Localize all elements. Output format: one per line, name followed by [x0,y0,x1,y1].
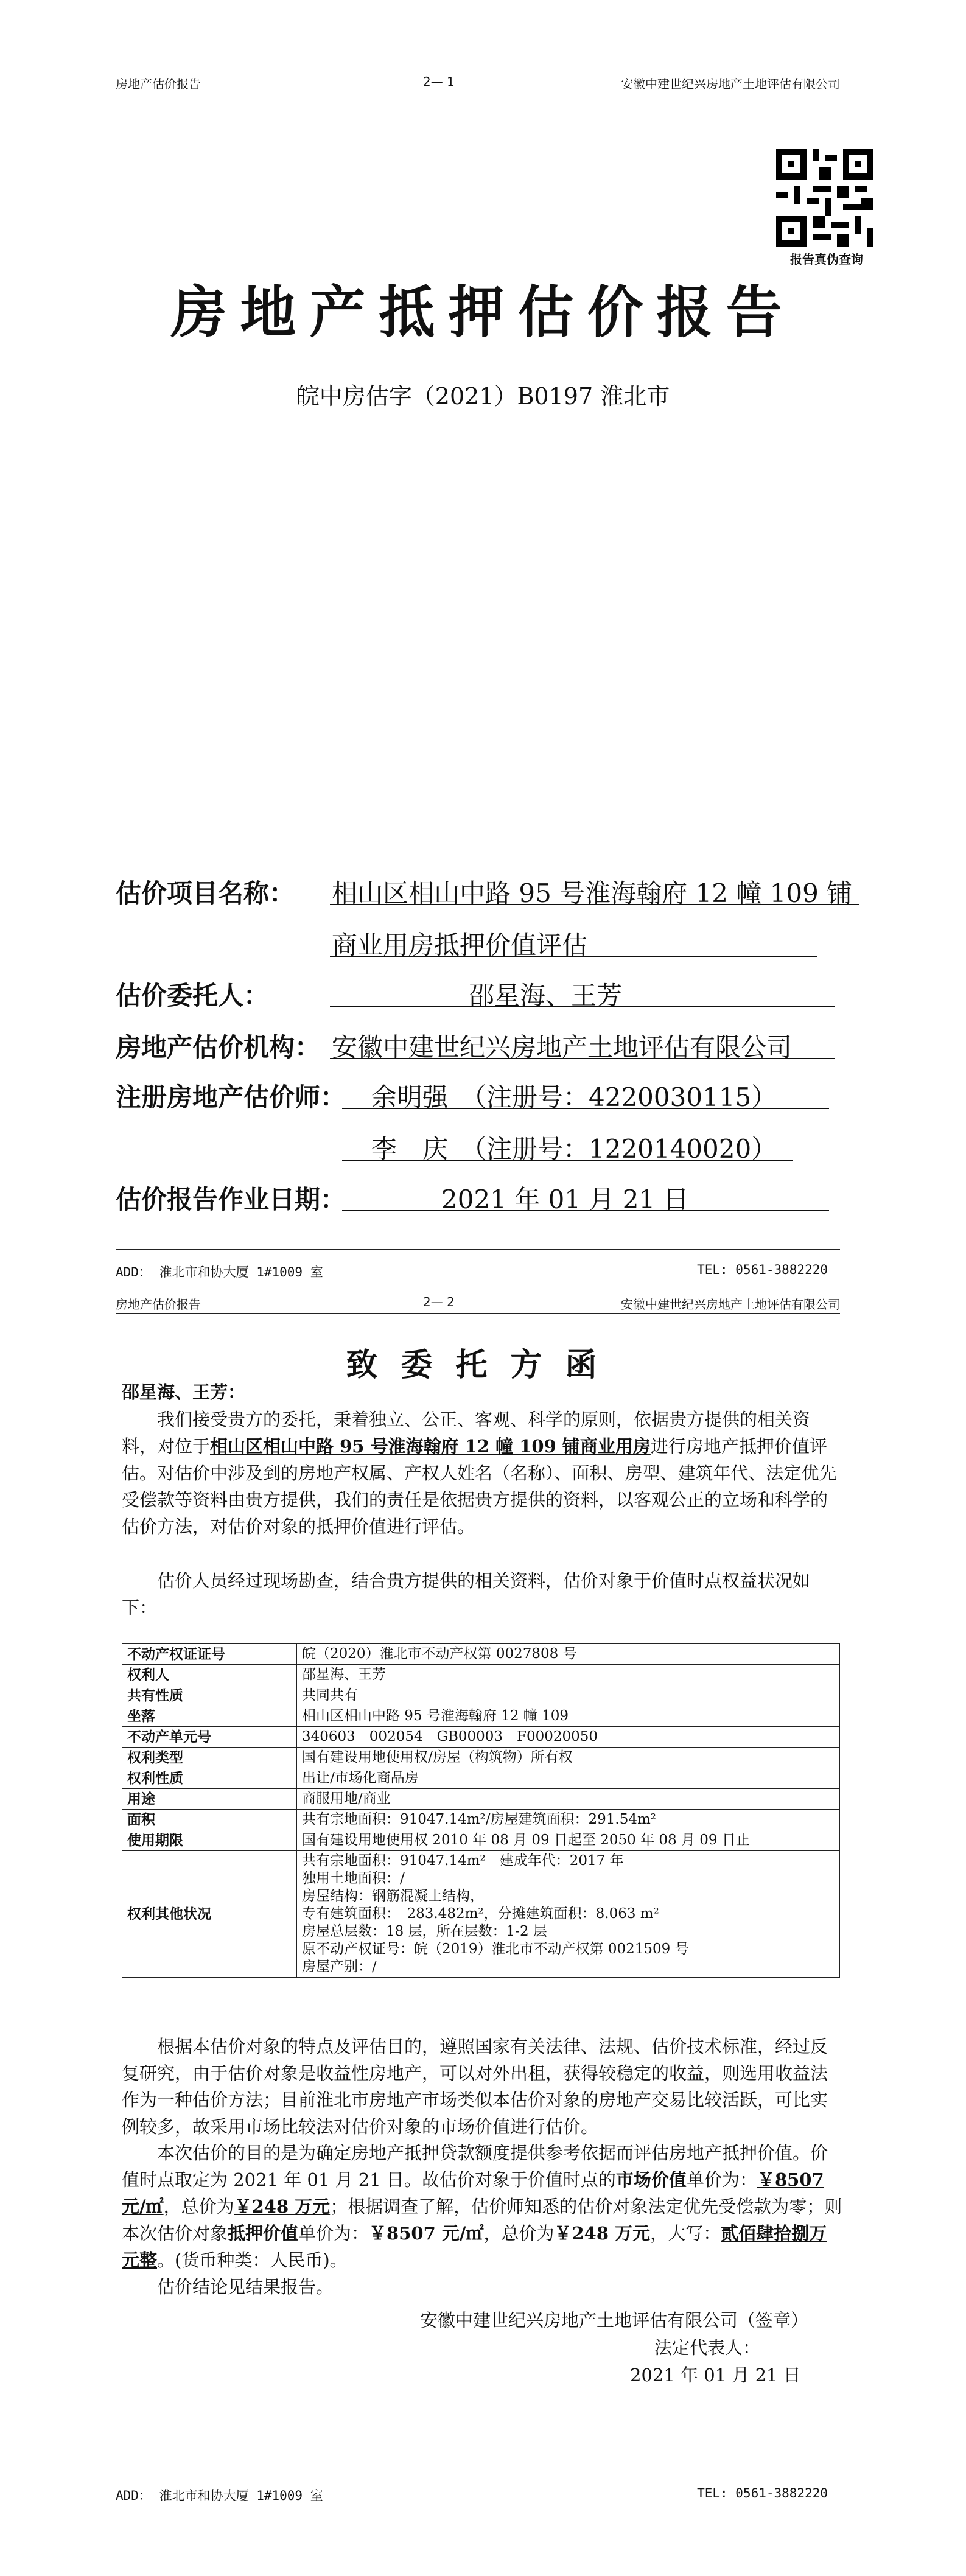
mortgage-total-price: ￥248 万元 [554,2223,651,2244]
header-left: 房地产估价报告 [116,77,201,91]
underline [342,1160,793,1161]
paragraph-method: 根据本估价对象的特点及评估目的，遵照国家有关法律、法规、估价技术标准，经过反复研究，由于估价对象是收益性房地产，可以对外出租，获得较稳定的收益，则选用收益法作为一种估价方法；目前淮北市房地产市场类似本估价对象的房地产交易比较活跃，可比实例较多，故采用市场比较法对估价对象的市场价值进行估价。 [122,2036,828,2137]
info-value: 李 庆 （注册号：1220140020） [371,1134,777,1164]
table-row [122,1830,840,1851]
signature-company: 安徽中建世纪兴房地产土地评估有限公司（签章） [420,2310,809,2331]
info-label: 估价委托人： [116,981,270,1010]
underline [342,1210,829,1211]
qr-code-icon[interactable] [776,149,873,247]
info-label: 估价项目名称： [116,878,295,908]
footer-address: ADD： 淮北市和协大厦 1#1009 室 [116,2488,323,2503]
table-value-cell [297,1748,840,1768]
footer-rule [116,1249,840,1250]
info-value: 余明强 （注册号：4220030115） [371,1082,777,1112]
info-value: 邵星海、王芳 [469,981,623,1010]
paragraph-survey: 估价人员经过现场勘查，结合贵方提供的相关资料，估价对象于价值时点权益状况如下： [122,1570,811,1618]
info-label: 估价报告作业日期： [116,1185,346,1214]
table-value-cell [297,1706,840,1727]
info-value: 安徽中建世纪兴房地产土地评估有限公司 [332,1032,793,1062]
info-value: 商业用房抵押价值评估 [332,930,588,960]
rights-table [122,1643,840,1978]
table-key-cell: 不动产单元号 [122,1727,297,1748]
header-left: 房地产估价报告 [116,1297,201,1312]
table-value-line: 共有宗地面积：91047.14m²/房屋建筑面积：291.54m² [302,1811,657,1827]
market-value-label: 市场价值 [615,2169,687,2190]
table-value-cell [297,1789,840,1810]
table-value-cell [297,1830,840,1851]
text: 。(货币种类：人民币)。 [157,2250,348,2270]
paragraph-conclusion [122,2140,843,2273]
underline [330,1058,835,1059]
table-value-cell [297,1685,840,1706]
table-value-line: 房屋结构：钢筋混凝土结构， [302,1888,484,1904]
header-company: 安徽中建世纪兴房地产土地评估有限公司 [621,1297,840,1312]
property-address: 相山区相山中路 95 号淮海翰府 12 幢 109 铺商业用房 [210,1436,651,1457]
table-value-line: 房屋总层数：18 层，所在层数：1-2 层 [302,1923,547,1939]
table-value-line: 共同共有 [302,1687,358,1703]
paragraph-see-report: 估价结论见结果报告。 [157,2277,334,2297]
table-key-cell: 使用期限 [122,1830,297,1851]
market-total-price: ￥248 万元 [234,2196,331,2217]
footer-tel: TEL: 0561-3882220 [697,1262,828,1277]
table-row [122,1644,840,1665]
table-value-line: 邵星海、王芳 [302,1667,386,1682]
text: 我们接受贵方的委托，秉着独立、公正、客观、科学的原则，依据贵方提供的相关资料，对位于 [122,1409,811,1457]
report-title: 房地产抵押估价报告 [170,279,796,345]
text: 本次估价的目的是为确定房地产抵押贷款额度提供参考依据而评估房地产抵押价值。价值时点取定为 2021 年 01 月 21 日。故估价对象于价值时点的 [122,2143,828,2190]
info-value: 相山区相山中路 95 号淮海翰府 12 幢 109 铺 [332,878,853,908]
table-value-line: 出让/市场化商品房 [302,1770,419,1786]
qr-caption: 报告真伪查询 [790,252,863,267]
table-value-cell [297,1851,840,1978]
table-value-line: 皖（2020）淮北市不动产权第 0027808 号 [302,1646,577,1662]
table-value-line: 国有建设用地使用权 2010 年 08 月 09 日起至 2050 年 08 月 09 日止 [302,1832,750,1848]
underline [330,904,859,905]
table-value-line: 340603 002054 GB00003 F00020050 [302,1729,598,1745]
table-row [122,1706,840,1727]
mortgage-unit-price: ￥8507 元/㎡ [369,2223,484,2244]
table-value-line: 相山区相山中路 95 号淮海翰府 12 幢 109 [302,1708,569,1724]
table-row [122,1665,840,1685]
salutation: 邵星海、王芳： [122,1382,246,1402]
table-value-line: 原不动产权证号：皖（2019）淮北市不动产权第 0021509 号 [302,1941,689,1957]
table-row [122,1789,840,1810]
table-key-cell: 权利其他状况 [122,1851,297,1978]
table-value-cell [297,1727,840,1748]
table-value-cell [297,1665,840,1685]
text: ，总价为 [163,2196,234,2217]
table-key-cell: 权利性质 [122,1768,297,1789]
table-row [122,1851,840,1978]
table-key-cell: 用途 [122,1789,297,1810]
text: 单价为： [298,2223,369,2244]
table-key-cell: 面积 [122,1810,297,1830]
mortgage-value-label: 抵押价值 [228,2223,299,2244]
table-value-cell [297,1768,840,1789]
underline [330,956,817,957]
table-value-line: 共有宗地面积：91047.14m² 建成年代：2017 年 [302,1853,624,1869]
table-key-cell: 坐落 [122,1706,297,1727]
header-page-number: 2— 2 [423,1295,455,1309]
market-unit-price: ￥8507 元/㎡ [122,2169,824,2217]
table-row [122,1685,840,1706]
page-header [116,73,840,93]
info-value: 2021 年 01 月 21 日 [441,1185,689,1214]
page-header [116,1293,840,1314]
document-number: 皖中房估字（2021）B0197 淮北市 [296,383,670,410]
underline [342,1108,829,1109]
footer-address: ADD： 淮北市和协大厦 1#1009 室 [116,1265,323,1279]
text: 单价为： [686,2169,757,2190]
footer-tel: TEL: 0561-3882220 [697,2486,828,2501]
header-company: 安徽中建世纪兴房地产土地评估有限公司 [621,77,840,91]
text: ，总价为 [483,2223,555,2244]
underline [330,1006,835,1007]
table-key-cell: 权利人 [122,1665,297,1685]
table-value-cell [297,1644,840,1665]
table-key-cell: 权利类型 [122,1748,297,1768]
table-value-line: 专有建筑面积： 283.482m²，分摊建筑面积：8.063 m² [302,1906,659,1922]
table-row [122,1768,840,1789]
table-row [122,1810,840,1830]
info-label: 房地产估价机构： [116,1032,321,1062]
table-value-line: 独用土地面积：/ [302,1871,405,1886]
info-label: 注册房地产估价师： [116,1082,346,1112]
table-key-cell: 共有性质 [122,1685,297,1706]
signature-date: 2021 年 01 月 21 日 [630,2365,801,2385]
signature-representative: 法定代表人： [654,2337,761,2358]
amount-in-words: 贰佰肆拾捌万元整 [122,2223,827,2270]
letter-title: 致委托方函 [346,1346,620,1384]
text: ；根据调查了解，估价师知悉的估价对象法定优先受偿款为零；则本次估价对象 [122,2196,842,2244]
table-row [122,1748,840,1768]
table-value-line: 商服用地/商业 [302,1791,391,1807]
text: 进行房地产抵押价值评估。对估价中涉及到的房地产权属、产权人姓名（名称）、面积、房型、建筑年代、法定优先受偿款等资料由贵方提供，我们的责任是依据贵方提供的资料，以客观公正的立场和科学的估价方法，对估价对象的抵押价值进行评估。 [122,1436,837,1537]
table-row [122,1727,840,1748]
header-page-number: 2— 1 [423,74,455,89]
table-value-cell [297,1810,840,1830]
table-value-line: 房屋产别：/ [302,1959,377,1975]
paragraph-intro [122,1406,843,1540]
table-key-cell: 不动产权证证号 [122,1644,297,1665]
text: ，大写： [650,2223,721,2244]
table-value-line: 国有建设用地使用权/房屋（构筑物）所有权 [302,1749,573,1765]
